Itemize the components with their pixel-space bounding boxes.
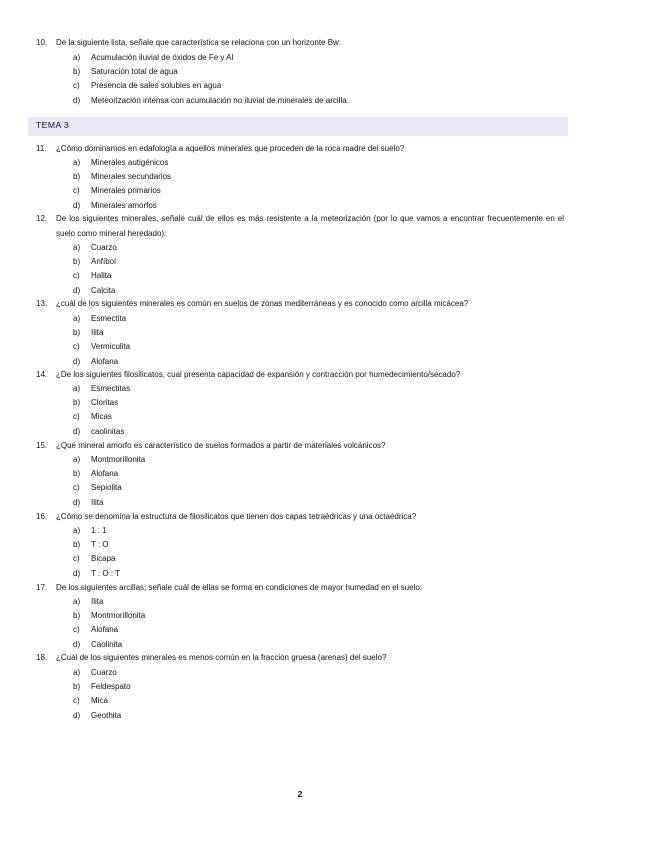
option-letter: d) (73, 497, 81, 507)
option (73, 65, 349, 79)
option (73, 355, 130, 369)
options-12 (73, 241, 117, 298)
option-letter: c) (73, 696, 80, 706)
option (73, 382, 130, 396)
question-number: 17. (36, 583, 48, 592)
options-10 (73, 51, 349, 108)
option-text: Vermiculita (91, 342, 131, 352)
option-letter: b) (73, 172, 81, 182)
option-text: Esmectita (91, 314, 127, 323)
options-11 (73, 156, 171, 213)
question-text: ¿Cuál de los siguientes minerales es menos común en la fracción gruesa (arenas) del suelo? (56, 653, 387, 662)
option (73, 496, 145, 510)
option-text: Minerales primarios (91, 186, 161, 196)
question-number: 14. (36, 370, 48, 379)
option-letter: d) (73, 426, 81, 436)
option (73, 79, 349, 93)
option-letter: b) (73, 469, 81, 479)
option-text: Ilita (91, 497, 104, 507)
question-number: 10. (36, 38, 48, 47)
options-17 (73, 595, 145, 652)
option-text: Mica (91, 696, 108, 706)
option (73, 94, 349, 108)
question-text: ¿De los siguientes filosilicatos, cual presenta capacidad de expansión y contracción por humedecimiento/secado? (56, 370, 461, 379)
option-letter: c) (73, 483, 80, 493)
option-letter: d) (73, 710, 81, 720)
option-text: Calcita (91, 285, 116, 295)
option-letter: b) (73, 67, 81, 77)
option-letter: a) (73, 455, 81, 464)
option (73, 326, 130, 340)
option (73, 638, 145, 652)
option (73, 609, 145, 623)
option-text: Meteorización intensa con acumulación no iluvial de minerales de arcilla. (91, 95, 349, 105)
section-header (28, 117, 568, 136)
option (73, 666, 131, 680)
option-text: Presencia de sales solubles en agua (91, 81, 222, 91)
option-text: Acumulación iluvial de óxidos de Fe y Al (91, 53, 234, 62)
option (73, 241, 117, 255)
option (73, 567, 120, 581)
option-letter: c) (73, 554, 80, 564)
option-text: Geothita (91, 710, 122, 720)
option-text: Halita (91, 271, 112, 281)
question-number: 11. (36, 144, 47, 153)
option-letter: b) (73, 682, 81, 692)
option-letter: a) (73, 526, 81, 535)
option-letter: c) (73, 271, 80, 281)
option (73, 51, 349, 65)
option-text: Saturación total de agua (91, 67, 178, 77)
question-12 (36, 212, 564, 241)
option-text: Minerales amorfos (91, 200, 157, 210)
option (73, 538, 120, 552)
option (73, 453, 145, 467)
option-letter: d) (73, 95, 81, 105)
question-text: De los siguientes minerales, señale cuál de ellos es más resistente a la meteorización (por lo que vamos a encontrar frecuentemente en el suelo como mineral heredado): (56, 214, 564, 238)
option (73, 396, 130, 410)
option-text: Ilita (91, 597, 104, 606)
option-letter: b) (73, 398, 81, 408)
option (73, 170, 171, 184)
option-letter: a) (73, 597, 81, 606)
option-text: Montmorillonita (91, 455, 146, 464)
question-number: 18. (36, 653, 48, 662)
question-number: 15. (36, 441, 48, 450)
option-text: Montmorillonita (91, 611, 146, 621)
option-text: Alofana (91, 469, 119, 479)
option-letter: a) (73, 384, 81, 393)
question-13 (36, 297, 564, 312)
option-text: Bicapa (91, 554, 116, 564)
option-letter: c) (73, 412, 80, 422)
question-number: 13. (36, 299, 48, 308)
option-letter: c) (73, 342, 80, 352)
option (73, 680, 131, 694)
option-letter: a) (73, 243, 81, 252)
question-text: ¿cuál de los siguientes minerales es común en suelos de zonas mediterráneas y es conocido como arcilla micácea? (56, 299, 469, 308)
option (73, 199, 171, 213)
question-text: ¿Qué mineral amorfo es característico de suelos formados a partir de materiales volcánicos? (56, 441, 386, 450)
option-text: T : O : T (91, 568, 121, 578)
option (73, 623, 145, 637)
option-letter: d) (73, 568, 81, 578)
option-text: Cuarzo (91, 668, 117, 677)
options-13 (73, 312, 130, 369)
option (73, 694, 131, 708)
page-number: 2 (297, 789, 303, 799)
option-letter: b) (73, 540, 81, 550)
question-text: De los siguientes arcillas, señale cuál de ellas se forma en condiciones de mayor humedad en el suelo: (56, 583, 422, 592)
option (73, 269, 117, 283)
options-15 (73, 453, 145, 510)
options-16 (73, 524, 120, 581)
option-text: Micas (91, 412, 112, 422)
option-text: Alofana (91, 625, 119, 635)
option (73, 156, 171, 170)
option-letter: b) (73, 328, 81, 338)
option (73, 312, 130, 326)
option (73, 425, 130, 439)
option (73, 284, 117, 298)
options-14 (73, 382, 130, 439)
option-letter: d) (73, 639, 81, 649)
option-letter: b) (73, 611, 81, 621)
question-18 (36, 651, 564, 666)
option-text: Caolinita (91, 639, 123, 649)
option-text: Sepiolita (91, 483, 122, 493)
question-16 (36, 510, 564, 525)
option (73, 481, 145, 495)
option (73, 709, 131, 723)
question-text: De la siguiente lista, señale que característica se relaciona con un horizonte Bw: (56, 38, 342, 47)
question-10 (36, 36, 564, 51)
option-text: Cuarzo (91, 243, 117, 252)
option (73, 184, 171, 198)
option (73, 410, 130, 424)
option-text: Ilita (91, 328, 104, 338)
option-letter: c) (73, 81, 80, 91)
option-letter: a) (73, 668, 81, 677)
option-text: T : O (91, 540, 109, 550)
option (73, 467, 145, 481)
option-text: Anfíbol (91, 257, 116, 267)
option-text: Cloritas (91, 398, 119, 408)
option-letter: c) (73, 186, 80, 196)
option-letter: a) (73, 314, 81, 323)
question-number: 16. (36, 512, 48, 521)
option (73, 595, 145, 609)
question-11 (36, 142, 564, 157)
option-text: caolinitas (91, 426, 125, 436)
options-18 (73, 666, 131, 723)
option-letter: d) (73, 285, 81, 295)
option-text: 1 : 1 (91, 526, 107, 535)
option-text: Minerales secundarios (91, 172, 172, 182)
question-15 (36, 439, 564, 454)
option (73, 255, 117, 269)
section-title: TEMA 3 (36, 120, 70, 130)
option-letter: b) (73, 257, 81, 267)
option-letter: a) (73, 53, 81, 62)
option-text: Esmectitas (91, 384, 131, 393)
question-number: 12. (36, 214, 48, 223)
question-text: ¿Cómo se denomina la estructura de filosilicatos que tienen dos capas tetraédricas y una octaédrica? (56, 512, 417, 521)
option-letter: a) (73, 158, 81, 167)
option-text: Alofana (91, 356, 119, 366)
option-text: Minerales autigénicos (91, 158, 169, 167)
option-text: Feldespato (91, 682, 131, 692)
option-letter: c) (73, 625, 80, 635)
option (73, 340, 130, 354)
option-letter: d) (73, 200, 81, 210)
question-17 (36, 581, 564, 596)
question-14 (36, 368, 564, 383)
option (73, 552, 120, 566)
option (73, 524, 120, 538)
option-letter: d) (73, 356, 81, 366)
question-text: ¿Cómo dominamos en edafología a aquellos minerales que proceden de la roca madre del suelo? (56, 144, 405, 153)
